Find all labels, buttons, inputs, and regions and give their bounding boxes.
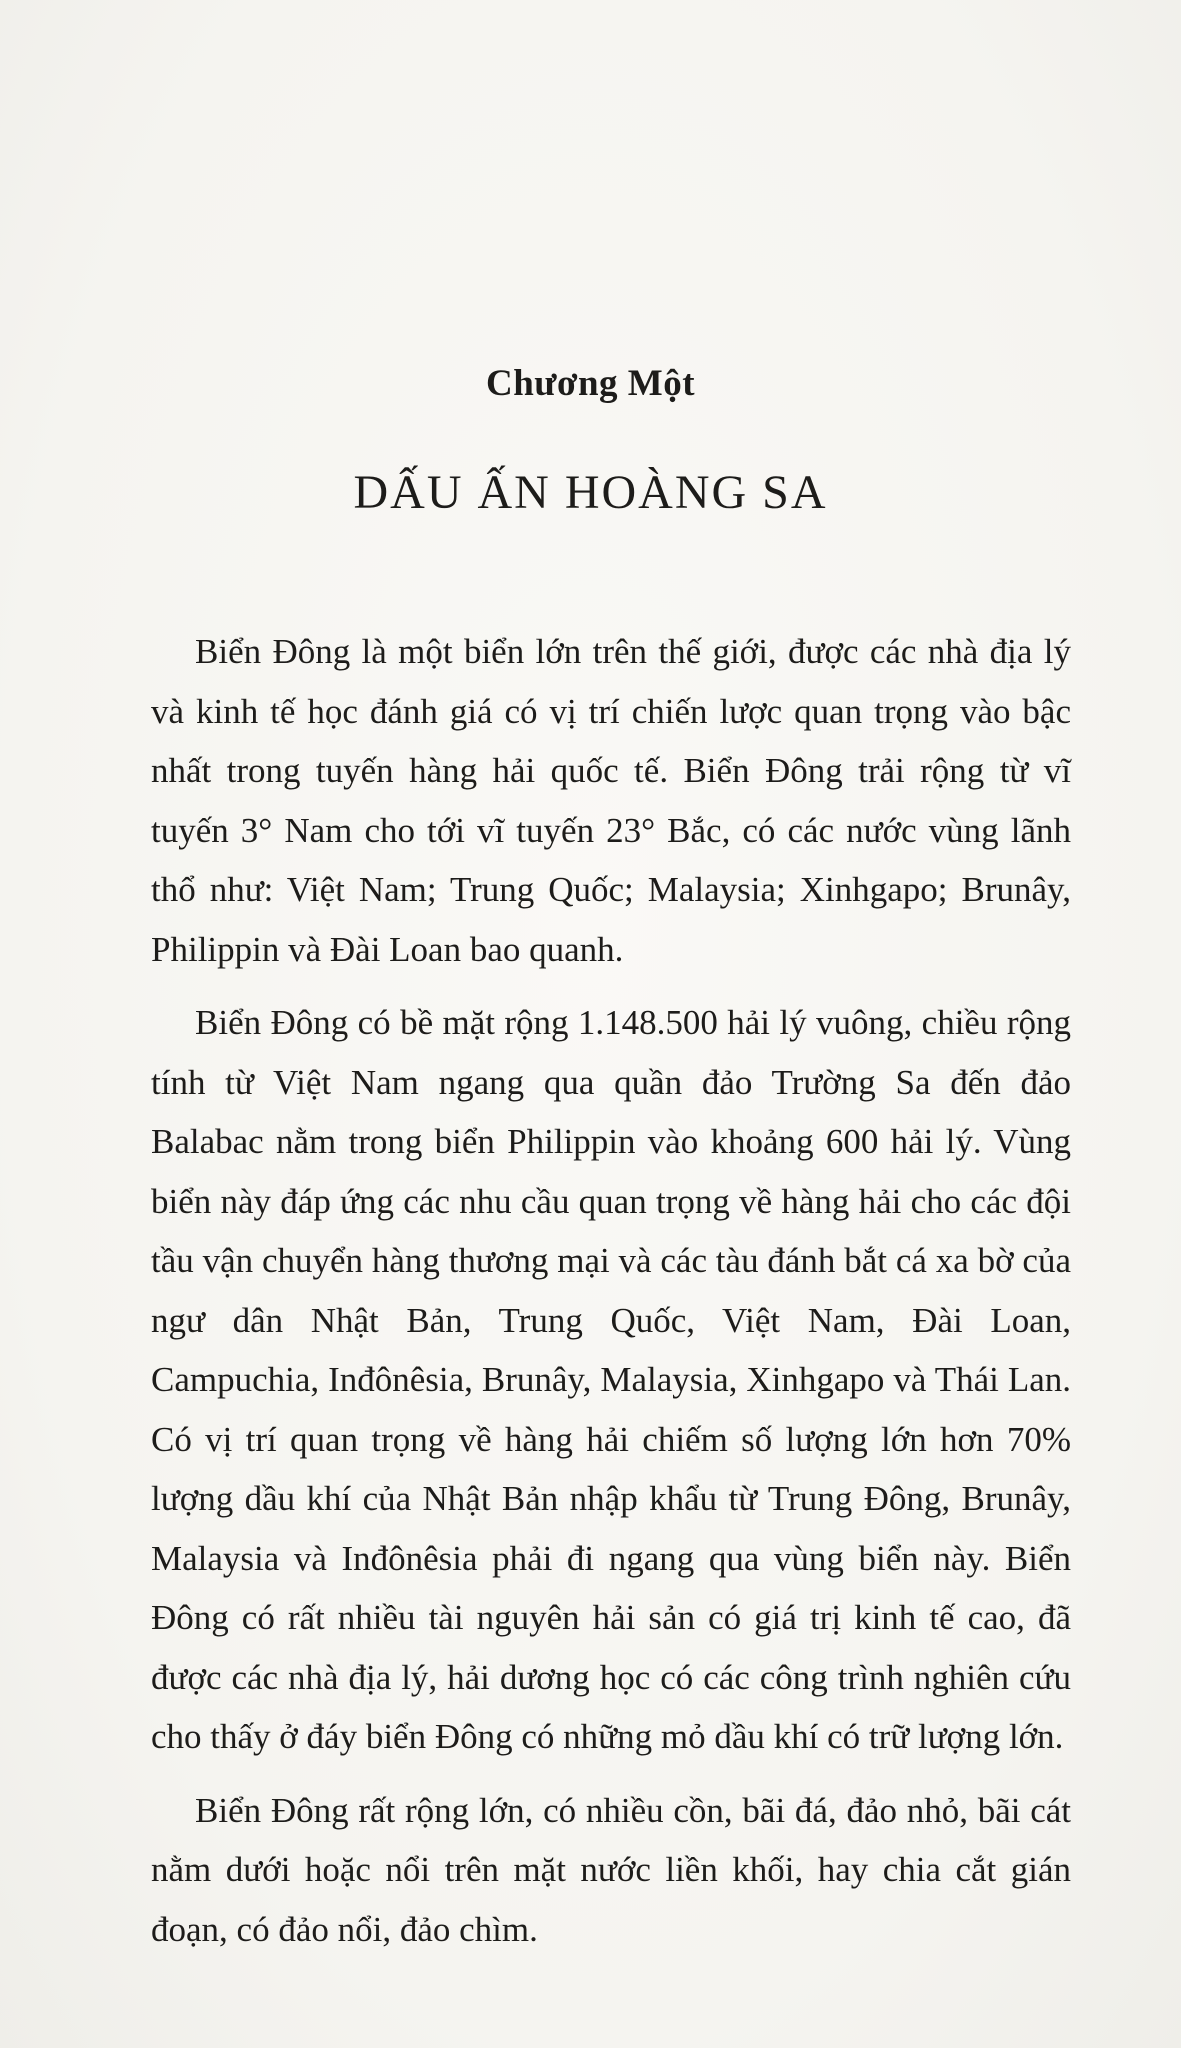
paragraph-3: Biển Đông rất rộng lớn, có nhiều cồn, bãi đá, đảo nhỏ, bãi cát nằm dưới hoặc nổi trên mặt nước liền khối, hay chia cắt gián đoạn, có đảo nổi, đảo chìm. (151, 1790, 1071, 1949)
paragraph-2: Biển Đông có bề mặt rộng 1.148.500 hải lý vuông, chiều rộng tính từ Việt Nam ngang qua quần đảo Trường Sa đến đảo Balabac nằm trong biển Philippin vào khoảng 600 hải lý. Vùng biển này đáp ứng các nhu cầu quan trọng về hàng hải cho các đội tầu vận chuyển hàng thương mại và các tàu đánh bắt cá xa bờ của ngư dân Nhật Bản, Trung Quốc, Việt Nam, Đài Loan, Campuchia, Inđônêsia, Brunây, Malaysia, Xinhgapo và Thái Lan. Có vị trí quan trọng về hàng hải chiếm số lượng lớn hơn 70% lượng dầu khí của Nhật Bản nhập khẩu từ Trung Đông, Brunây, Malaysia và Inđônêsia phải đi ngang qua vùng biển này. Biển Đông có rất nhiều tài nguyên hải sản có giá trị kinh tế cao, đã được các nhà địa lý, hải dương học có các công trình nghiên cứu cho thấy ở đáy biển Đông có những mỏ dầu khí có trữ lượng lớn. (151, 1003, 1071, 1756)
chapter-label: Chương Một (485, 363, 696, 404)
body-text (151, 622, 1071, 1973)
paragraph-1: Biển Đông là một biển lớn trên thế giới, được các nhà địa lý và kinh tế học đánh giá có vị trí chiến lược quan trọng vào bậc nhất trong tuyến hàng hải quốc tế. Biển Đông trải rộng từ vĩ tuyến 3° Nam cho tới vĩ tuyến 23° Bắc, có các nước vùng lãnh thổ như: Việt Nam; Trung Quốc; Malaysia; Xinhgapo; Brunây, Philippin và Đài Loan bao quanh. (151, 632, 1071, 969)
chapter-title: DẤU ẤN HOÀNG SA (353, 466, 828, 519)
